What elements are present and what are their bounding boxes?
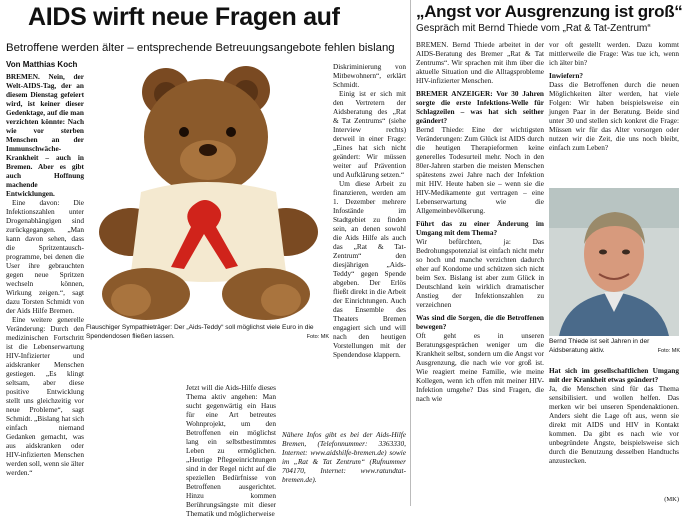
interview-answer: Ja, die Menschen sind für das Thema sensibilisiert. und wollen helfen. Das merken wir bei unseren Spendenaktionen. Anders sieht die Lage oft aus, wenn sie direkt mit AIDS und HIV in Kontakt kommen. Da gibt es nach wie vor unbegründete Ängste, beispielsweise sich durch die Benutzung desselben Handtuchs anzustecken. xyxy=(549,384,679,465)
paragraph: Um diese Arbeit zu finanzieren, werden am 1. Dezember mehrere Infostände im Stadtgebiet zu finden sein, an denen sowohl die Aids Hilfe als auch das „Rat & Tat-Zentrum“ den diesjährigen „Aids-Teddy“ gegen Spende abgeben. Der Erlös fließt direkt in die Arbeit der Einrichtungen. Auch das Ensemble des Theaters Bremen engagiert sich und will nach den heutigen Vorstellungen mit der Spendendose klappern. xyxy=(333,179,406,359)
left-column-mid xyxy=(186,383,276,518)
paragraph: Jetzt will die Aids-Hilfe dieses Thema aktiv angehen: Man sucht gegenwärtig ein Haus für eine Art betreutes Wohnprojekt, um den Betroffenen ein möglichst lang ein selbstbestimmtes Leben zu ermöglichen. „Heutige Pflegeeinrichtungen sind in der Regel nicht auf die speziellen Bedürfnisse von Betroffenen ausgerichtet. Hinzu kommen Berührungsängste mit dieser Thematik und möglicherweise xyxy=(186,383,276,518)
paragraph: Diskriminierung von Mitbewohnern“, erklärt Schmidt. xyxy=(333,62,406,89)
photo-credit: Foto: MK xyxy=(306,333,329,340)
left-subhead: Betroffene werden älter – entsprechende Betreuungsangebote fehlen bislang xyxy=(6,42,395,54)
portrait-photo xyxy=(549,188,679,336)
teddy-bear-photo xyxy=(86,62,329,324)
interview-answer: Wir befürchten, ja: Das Bedrohungspotenzial ist einfach nicht mehr so hoch und manche verzichten dadurch eher auf Kondome und schützen sich nicht beim Sex. Bislang ist aber zum Glück in Deutschland kein wirklich dramatischer Anstieg der Infektionszahlen zu verzeichnen xyxy=(416,237,544,309)
info-box xyxy=(282,430,406,504)
paragraph: BREMEN. Bernd Thiede arbeitet in der AIDS-Beratung des Bremer „Rat & Tat Zentrums“. Wir sprachen mit ihm über die aktuelle Situation und die Alltagsprobleme HIV-infizierter Menschen. xyxy=(416,40,544,85)
interview-question: BREMER ANZEIGER: Vor 30 Jahren sorgte die erste Infektions-Welle für Schlagzeilen – was hat sich seither geändert? xyxy=(416,89,544,125)
teddy-caption-text: Flauschiger Sympathieträger: Der „Aids-Teddy“ soll möglichst viele Euro in die Spendendosen fließen lassen. xyxy=(86,324,314,340)
interview-question: Hat sich im gesellschaftlichen Umgang mit der Krankheit etwas geändert? xyxy=(549,366,679,384)
teddy-caption xyxy=(86,324,329,341)
right-subhead: Gespräch mit Bernd Thiede vom „Rat & Tat-Zentrum“ xyxy=(416,23,651,34)
byline: Von Matthias Koch xyxy=(6,60,78,69)
right-column-1 xyxy=(416,40,544,504)
info-text: Nähere Infos gibt es bei der Aids-Hilfe Bremen, (Telefonnummer: 3363330, Internet: www.aidshilfe-bremen.de) sowie im „Rat & Tat Zentrum“ (Rufnummer 704170, Internet: www.ratundtat-bremen.de). xyxy=(282,430,406,484)
interview-answer: Oft geht es in unseren Beratungsgesprächen weniger um die Krankheit selbst, sondern um die Angst vor Ausgrenzung, die nach wie vor groß ist. Wie reagiert meine Familie, wie meine Kollegen, wenn ich offen mit meiner HIV-Infektion umgehe? Das sind Fragen, die nach wie xyxy=(416,331,544,403)
portrait-caption-text: Bernd Thiede ist seit Jahren in der Aidsberatung aktiv. xyxy=(549,338,650,354)
paragraph: Eine davon: Die Infektionszahlen unter Drogenabhängigen sind zurückgegangen. „Man kann davon sehen, dass die Spritzentausch-programme, bei denen die User ihre gebrauchten gegen neue Spritzen wechseln können, Wirkung zeigen.“, sagt dazu Torsten Schmidt von der Aids Hilfe Bremen. xyxy=(6,198,84,315)
paragraph: vor oft gestellt werden. Dazu kommt mittlerweile die Frage: Was tue ich, wenn ich älter bin? xyxy=(549,40,679,67)
paragraph: Eine weitere generelle Veränderung: Durch den medizinischen Fortschritt ist die Lebenserwartung HIV-Infizierter und aidskranker Menschen gestiegen. „Es klingt seltsam, aber diese positive Entwicklung stellt uns gleichzeitig vor neue Probleme“, sagt Schmidt. „Bislang hat sich einfach niemand Gedanken gemacht, was aus aidskranken oder HIV-infizierten Menschen werden soll, wenn sie älter werden.“ xyxy=(6,315,85,477)
interview-question: Was sind die Sorgen, die die Betroffenen bewegen? xyxy=(416,313,544,331)
right-headline: „Angst vor Ausgrenzung ist groß“ xyxy=(416,2,683,21)
lead-paragraph: BREMEN. Nein, der Welt-AIDS-Tag, der an diesem Dienstag gefeiert wird, ist keiner dieser Gedenktage, auf die man verzichten könnte: Nach wie vor sterben Menschen an der Immunschwäche-Krankheit – auch in Bremen. Aber es gibt auch Hoffnung machende Entwicklungen. xyxy=(6,72,84,198)
portrait-caption xyxy=(549,338,680,355)
left-headline: AIDS wirft neue Fragen auf xyxy=(28,3,340,31)
left-column-1 xyxy=(6,72,84,502)
paragraph: Einig ist er sich mit den Vertretern der Aidsberatung des „Rat & Tat Zentrums“ (siehe Interview rechts) derweil in einer Frage: „Eines hat sich nicht geändert: Wir müssen weiter auf Prävention und Aufklärung setzen.“ xyxy=(333,89,406,179)
interview-question: Führt das zu einer Änderung im Umgang mit dem Thema? xyxy=(416,219,544,237)
column-divider xyxy=(410,0,411,506)
left-column-2 xyxy=(333,62,406,382)
author-sign: (MK) xyxy=(664,496,679,503)
right-column-3 xyxy=(549,366,679,496)
interview-answer: Dass die Betroffenen durch die neuen Möglichkeiten älter werden, hat viele Folgen: Wir haben beispielsweise ein jungen Paar in der Beratung. Beide sind unter 30 und stellen sich konkret die Frage: Müssen wir für das Alter vorsorgen oder nutzen wir die Zeit, die uns noch bleibt, einfach zum Leben? xyxy=(549,80,679,152)
photo-credit: Foto: MK xyxy=(657,347,680,354)
right-column-2 xyxy=(549,40,679,186)
interview-question: Inwiefern? xyxy=(549,71,584,80)
interview-answer: Bernd Thiede: Eine der wichtigsten Veränderungen: Zum Glück ist AIDS durch die heutigen Therapieformen keine generelles Todesurteil mehr. Noch in den 80er-Jahren starben die meisten Menschen spätestens zwei Jahre nach der Infektion mit HIV. Heute haben sie – wenn sie die HIV-Medikamente gut vertragen – eine Lebenserwartung wie die Allgemeinbevölkerung. xyxy=(416,125,544,215)
